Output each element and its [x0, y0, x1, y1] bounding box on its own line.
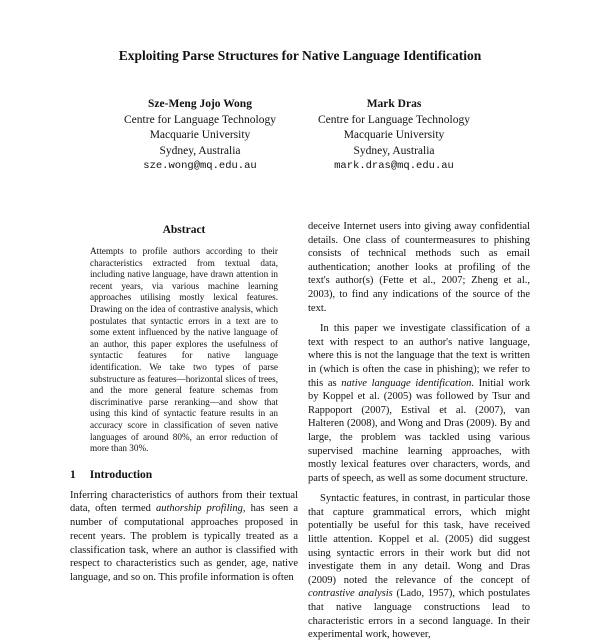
author-location: Sydney, Australia	[353, 144, 435, 157]
paragraph-text: Syntactic features, in contrast, in particular those that capture grammatical errors, which might potentially be useful for this task, have received little attention. Koppel et al. (2005) did suggest using syntactic errors in their work but did not investigate them in any detail. Wong and Dras (2009) noted the relevance of the concept of	[308, 493, 530, 586]
section-title: Introduction	[89, 468, 153, 481]
abstract-heading: Abstract	[162, 224, 206, 236]
emphasis-term: contrastive analysis	[308, 588, 393, 600]
paragraph-text: (Lado, 1957), which postulates that native language constructions lead to characteristic errors in a second language. In their experimental work, however,	[308, 588, 530, 641]
author-institution: Macquarie University	[343, 129, 445, 141]
section-heading	[70, 469, 298, 481]
author-email: mark.dras@mq.edu.au	[334, 160, 454, 172]
author-email: sze.wong@mq.edu.au	[143, 160, 257, 172]
author-location: Sydney, Australia	[159, 144, 241, 157]
paragraph-text: . Initial work by Koppel et al. (2005) was followed by Tsur and Rappoport (2007), Estival et al. (2007), van Halteren (2008), and Wong and Dras (2009). By and large, the problem was tackled using various supervised machine learning approaches, with mostly lexical features over characters, words, and parts of speech, as well as some document structure.	[308, 377, 531, 484]
paragraph-text: , has seen a number of computational approaches proposed in recent years. The problem is typically treated as a classification task, where an author is classified with respect to characteristics such as gender, age, native language, and so on. This profile information is often	[70, 503, 298, 583]
intro-left-clip	[70, 489, 298, 581]
author-name: Mark Dras	[366, 98, 422, 110]
paragraph-text: Inferring characteristics of authors from their textual data, often termed	[70, 489, 298, 515]
author-affiliation: Centre for Language Technology	[318, 113, 470, 126]
intro-paragraph	[308, 322, 530, 485]
abstract-text: Attempts to profile authors according to their characteristics extracted from textual data, including native language, have drawn attention in recent years, via various machine learning approaches utilising mostly lexical features. Drawing on the idea of contrastive analysis, which postulates that syntactic errors in a text are to some extent influenced by the native language of an author, this paper explores the usefulness of syntactic features for native language identification. We take two types of parse substructure as features—horizontal slices of trees, and the more general feature schemas from discriminative parse reranking—and show that using this kind of syntactic feature results in an accuracy score in classification of seven native languages of around 80%, an error reduction of more than 30%.	[90, 246, 278, 454]
emphasis-term: native language identification	[341, 377, 472, 389]
author-affiliation: Centre for Language Technology	[124, 113, 276, 126]
intro-paragraph	[308, 492, 530, 642]
intro-paragraph	[70, 489, 298, 585]
author-block-2	[294, 97, 494, 175]
emphasis-term: authorship profiling	[155, 503, 243, 515]
author-institution: Macquarie University	[149, 129, 251, 141]
paper-title: Exploiting Parse Structures for Native Language Identification	[118, 48, 482, 63]
section-number: 1	[70, 468, 76, 481]
right-column	[308, 220, 531, 641]
paragraph-text: In this paper we investigate classification of a text with respect to an author's native language, where this is not the language that the text is written in (which is often the case in phishing); we refer to this as	[308, 323, 530, 389]
author-block-1	[100, 97, 300, 175]
left-column	[70, 224, 298, 581]
author-name: Sze-Meng Jojo Wong	[148, 98, 252, 110]
intro-paragraph: deceive Internet users into giving away confidential details. One class of countermeasures to phishing consists of technical methods such as email authentication; another looks at profiling of the text's author(s) (Fette et al., 2007; Zheng et al., 2003), to find any indications of the source of the text.	[308, 221, 530, 314]
